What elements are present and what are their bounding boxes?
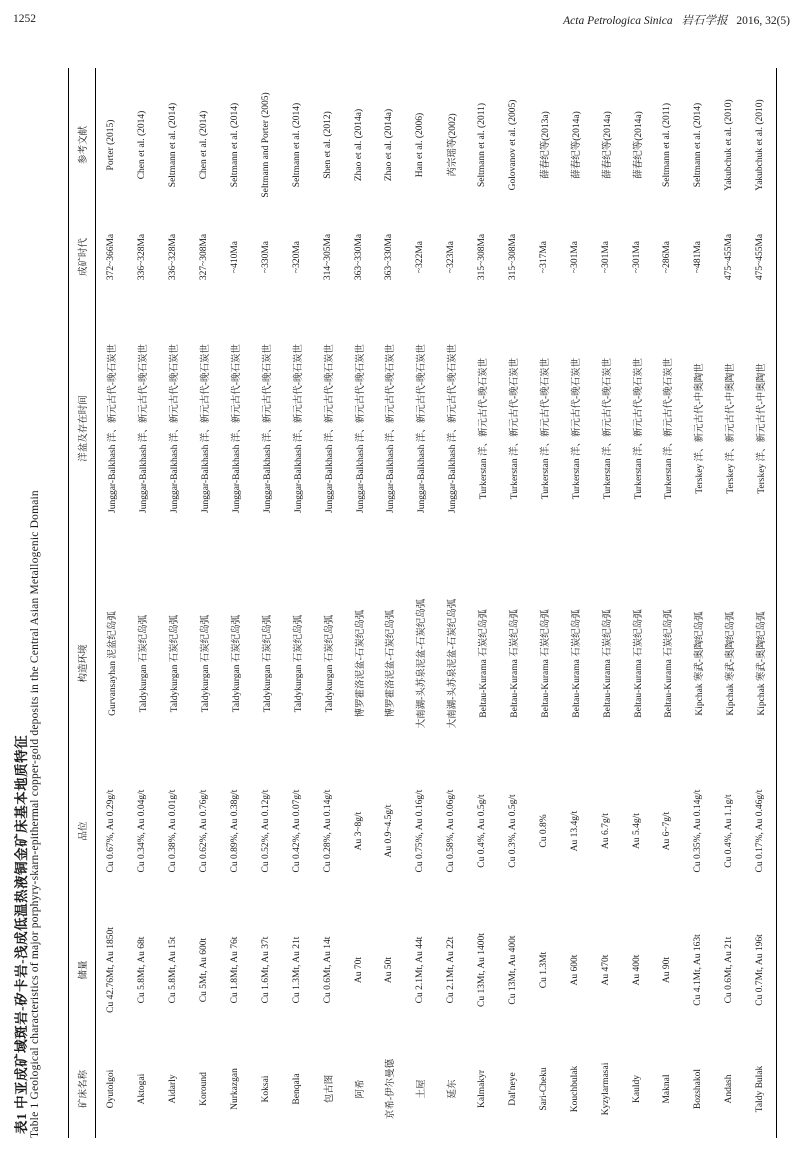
table-cell: Cu 0.8% [538, 814, 549, 848]
table-cell: 薛春纪等(2014a) [633, 111, 644, 179]
table-cell: Au 0.9~4.5g/t [384, 804, 395, 858]
table-cell: Seltmann and Porter (2005) [260, 92, 271, 198]
table-row [405, 68, 436, 1138]
table-cell: Junggar-Balkhash 洋、新元古代-晚石炭世 [262, 344, 273, 513]
table-cell: 314~305Ma [322, 233, 333, 281]
table-cell: 延东 [448, 1079, 459, 1099]
table-cell: Seltmann et al. (2014) [291, 102, 302, 188]
table-cell: Koround [199, 1072, 210, 1106]
column-header: 矿床名称 [69, 1040, 96, 1138]
table-cell: Cu 0.4%, Au 1.1g/t [724, 794, 735, 868]
table-cell: Seltmann et al. (2011) [662, 102, 673, 188]
table-cell: Yakubchuk et al. (2010) [755, 99, 766, 191]
table-cell: Cu 0.6Mt, Au 21t [724, 936, 735, 1004]
table-cell: Seltmann et al. (2014) [693, 102, 704, 188]
table-row [158, 68, 189, 1138]
table-cell: Kipchak 寒武-奥陶纪岛弧 [726, 611, 737, 716]
table-cell: Junggar-Balkhash 洋、新元古代-晚石炭世 [170, 344, 181, 513]
table-cell: Maknal [662, 1074, 673, 1104]
table-cell: Au 6.7g/t [600, 813, 611, 849]
table-row [559, 68, 590, 1138]
table-cell: Beltau-Kurama 石炭纪岛弧 [633, 609, 644, 718]
table-cell: Au 13.4g/t [569, 810, 580, 852]
table-cell: 薛春纪等(2014a) [571, 111, 582, 179]
table-cell: Au 70t [353, 956, 364, 984]
table-cell: Seltmann et al. (2014) [168, 102, 179, 188]
table-cell: Au 3~8g/t [353, 811, 364, 851]
table-cell: 阿希 [355, 1079, 366, 1099]
column-header: 洋盆及存在时间 [69, 292, 96, 565]
deposits-table [68, 68, 777, 1138]
table-row [189, 68, 220, 1138]
table-row [374, 68, 405, 1138]
table-cell: Junggar-Balkhash 洋、新元古代-晚石炭世 [324, 344, 335, 513]
journal-issue: 2016, 32(5) [736, 15, 790, 27]
table-row [590, 68, 621, 1138]
table-cell: Cu 0.34%, Au 0.04g/t [137, 789, 148, 873]
table-cell: 大南湖-头苏泉泥盆-石炭纪岛弧 [417, 598, 428, 729]
table-cell: ~301Ma [600, 240, 611, 274]
table-cell: ~301Ma [631, 240, 642, 274]
table-header-row [69, 68, 96, 1138]
table-cell: Junggar-Balkhash 洋、新元古代-晚石炭世 [293, 344, 304, 513]
table-row [250, 68, 281, 1138]
table-cell: 336~328Ma [137, 233, 148, 281]
table-cell: Cu 0.7Mt, Au 196t [755, 934, 766, 1006]
table-cell: 薛春纪等(2013a) [540, 111, 551, 179]
table-cell: ~323Ma [446, 240, 457, 274]
journal-name-latin: Acta Petrologica Sinica [563, 15, 673, 27]
table-cell: Junggar-Balkhash 洋、新元古代-晚石炭世 [108, 344, 119, 513]
table-cell: ~322Ma [415, 240, 426, 274]
table-cell: 博罗霍洛泥盆-石炭纪岛弧 [355, 609, 366, 718]
table-cell: Cu 4.1Mt, Au 163t [693, 934, 704, 1006]
table-cell: Oyutolgoi [106, 1069, 117, 1109]
table-cell: Cu 0.38%, Au 0.01g/t [168, 789, 179, 873]
table-cell: 372~366Ma [106, 233, 117, 281]
table-row [96, 68, 127, 1138]
table-cell: Sari-Cheku [538, 1067, 549, 1111]
table-cell: Au 5.4g/t [631, 813, 642, 849]
column-header: 构造环境 [69, 565, 96, 762]
column-header: 参考文献 [69, 68, 96, 222]
table-cell: Turkerstan 洋、新元古代-晚石炭世 [602, 357, 613, 500]
table-cell: Cu 5.8Mt, Au 68t [137, 936, 148, 1004]
column-header: 成矿时代 [69, 222, 96, 292]
table-cell: Terskey 洋、新元古代-中奥陶世 [695, 363, 706, 494]
table-cell: Cu 0.3%, Au 0.5g/t [508, 794, 519, 868]
table-cell: Beltau-Kurama 石炭纪岛弧 [571, 609, 582, 718]
table-cell: Au 470t [600, 954, 611, 986]
table-cell: Cu 42.76Mt, Au 1850t [106, 927, 117, 1013]
table-cell: Cu 0.62%, Au 0.76g/t [199, 789, 210, 873]
rotated-table-block [10, 57, 780, 1138]
table-cell: Cu 2.1Mt, Au 44t [415, 936, 426, 1004]
table-cell: Dal'neye [508, 1072, 519, 1106]
table-cell: 475~455Ma [724, 233, 735, 281]
table-cell: Cu 1.3Mt [538, 951, 549, 989]
table-row [528, 68, 559, 1138]
table-cell: Cu 2.1Mt, Au 22t [446, 936, 457, 1004]
table-cell: 315~308Ma [477, 233, 488, 281]
table-cell: 薛春纪等(2014a) [602, 111, 613, 179]
journal-name-cjk: 岩石学报 [681, 15, 728, 27]
table-cell: Turkerstan 洋、新元古代-晚石炭世 [571, 357, 582, 500]
table-cell: Taldykurgan 石炭纪岛弧 [232, 614, 242, 713]
table-cell: Cu 13Mt, Au 1400t [477, 933, 488, 1007]
table-cell: Shen et al. (2012) [322, 111, 333, 179]
table-cell: 大南湖-头苏泉泥盆-石炭纪岛弧 [448, 598, 459, 729]
table-cell: Aidarly [168, 1074, 179, 1104]
table-cell: ~301Ma [569, 240, 580, 274]
table-cell: 363~330Ma [353, 233, 364, 281]
table-row [312, 68, 343, 1138]
table-cell: Terskey 洋、新元古代-中奥陶世 [757, 363, 768, 494]
table-cell: Turkerstan 洋、新元古代-晚石炭世 [664, 357, 675, 500]
table-cell: Cu 0.4%, Au 0.5g/t [477, 794, 488, 868]
table-cell: Beltau-Kurama 石炭纪岛弧 [602, 609, 613, 718]
table-cell: Cu 1.8Mt, Au 76t [230, 936, 240, 1004]
table-cell: 京希-伊尔曼德 [386, 1058, 397, 1120]
table-cell: Taldykurgan 石炭纪岛弧 [201, 614, 212, 713]
table-cell: Aktogai [137, 1073, 148, 1105]
table-cell: Cu 5.8Mt, Au 15t [168, 936, 179, 1004]
table-cell: ~330Ma [260, 240, 271, 274]
table-cell: Bozshakol [693, 1068, 704, 1110]
table-cell: ~317Ma [538, 240, 549, 274]
table-cell: Kouchbulak [569, 1065, 580, 1113]
table-cell: Beltau-Kurama 石炭纪岛弧 [510, 609, 521, 718]
table-cell: Cu 0.75%, Au 0.16g/t [415, 789, 426, 873]
column-header: 储量 [69, 900, 96, 1040]
table-cell: Junggar-Balkhash 洋、新元古代-晚石炭世 [201, 344, 212, 513]
table-cell: Kyzylarmasai [600, 1062, 611, 1116]
table-row [714, 68, 745, 1138]
table-cell: 475~455Ma [755, 233, 766, 281]
table-cell: 芮宗瑶等(2002) [448, 113, 459, 177]
table-cell: Kalmakyr [477, 1070, 488, 1108]
table-cell: Cu 0.89%, Au 0.38g/t [230, 789, 240, 873]
table-cell: Chen et al. (2014) [137, 110, 148, 180]
table-cell: Turkerstan 洋、新元古代-晚石炭世 [479, 357, 490, 500]
table-cell: 包古图 [324, 1074, 335, 1104]
table-cell: Koksai [260, 1075, 271, 1103]
table-cell: Taldykurgan 石炭纪岛弧 [262, 614, 273, 713]
table-cell: Cu 0.35%, Au 0.14g/t [693, 789, 704, 873]
table-cell: Seltmann et al. (2014) [230, 102, 240, 188]
table-cell: 336~328Ma [168, 233, 179, 281]
table-cell: Cu 13Mt, Au 400t [508, 935, 519, 1005]
table-cell: Junggar-Balkhash 洋、新元古代-晚石炭世 [355, 344, 366, 513]
table-cell: Cu 1.3Mt, Au 21t [291, 936, 302, 1004]
table-cell: 博罗霍洛泥盆-石炭纪岛弧 [386, 609, 397, 718]
table-cell: Junggar-Balkhash 洋、新元古代-晚石炭世 [448, 344, 459, 513]
table-cell: Taldykurgan 石炭纪岛弧 [293, 614, 304, 713]
table-cell: Chen et al. (2014) [199, 110, 210, 180]
table-cell: Beltau-Kurama 石炭纪岛弧 [479, 609, 490, 718]
table-row [281, 68, 312, 1138]
table-cell: ~320Ma [291, 240, 302, 274]
table-row [343, 68, 374, 1138]
table-cell: Beltau-Kurama 石炭纪岛弧 [664, 609, 675, 718]
table-cell: Kipchak 寒武-奥陶纪岛弧 [757, 611, 768, 716]
table-cell: Junggar-Balkhash 洋、新元古代-晚石炭世 [386, 344, 397, 513]
table-cell: Au 90t [662, 956, 673, 984]
table-cell: Turkerstan 洋、新元古代-晚石炭世 [540, 357, 551, 500]
table-cell: Cu 0.67%, Au 0.29g/t [106, 789, 117, 873]
table-title-zh: 表1 中亚成矿域斑岩-矽卡岩-浅成低温热液铜金矿床基本地质特征 [14, 734, 29, 1134]
table-title-en: Table 1 Geological characteristics of major porphyry-skarn-epithermal copper-gold deposits in the Central Asian Metallogenic Domain [29, 490, 41, 1138]
table-row [621, 68, 652, 1138]
table-cell: Taldy Bulak [755, 1065, 766, 1113]
table-cell: Cu 0.17%, Au 0.46g/t [755, 789, 766, 873]
table-cell: Taldykurgan 石炭纪岛弧 [170, 614, 181, 713]
table-cell: Kipchak 寒武-奥陶纪岛弧 [695, 611, 706, 716]
table-row [127, 68, 158, 1138]
table-row [745, 68, 776, 1138]
table-cell: Seltmann et al. (2011) [477, 102, 488, 188]
table-cell: Taldykurgan 石炭纪岛弧 [139, 614, 150, 713]
table-cell: Cu 1.6Mt, Au 37t [260, 936, 271, 1004]
table-cell: Terskey 洋、新元古代-中奥陶世 [726, 363, 737, 494]
table-cell: Golovanov et al. (2005) [508, 99, 519, 191]
table-cell: Zhao et al. (2014a) [353, 108, 364, 182]
table-cell: 327~308Ma [199, 233, 210, 281]
table-cell: Cu 0.6Mt, Au 14t [322, 936, 333, 1004]
table-cell: Gurvansayhan 泥盆纪岛弧 [108, 611, 119, 716]
table-cell: Cu 0.42%, Au 0.07g/t [291, 789, 302, 873]
table-cell: 土屋 [417, 1079, 428, 1099]
table-cell: Beltau-Kurama 石炭纪岛弧 [540, 609, 551, 718]
table-cell: 315~308Ma [508, 233, 519, 281]
table-cell: Turkerstan 洋、新元古代-晚石炭世 [633, 357, 644, 500]
table-cell: Cu 5Mt, Au 600t [199, 937, 210, 1003]
table-cell: Au 600t [569, 954, 580, 986]
table-cell: Au 6~7g/t [662, 811, 673, 851]
table-cell: Turkerstan 洋、新元古代-晚石炭世 [510, 357, 521, 500]
table-cell: Cu 0.28%, Au 0.14g/t [322, 789, 333, 873]
table-row [683, 68, 714, 1138]
table-cell: Zhao et al. (2014a) [384, 108, 395, 182]
table-cell: 363~330Ma [384, 233, 395, 281]
page-number: 1252 [13, 13, 36, 25]
table-row [436, 68, 467, 1138]
table-cell: ~410Ma [230, 240, 240, 274]
table-cell: ~286Ma [662, 240, 673, 274]
table-cell: ~481Ma [693, 240, 704, 274]
table-cell: Junggar-Balkhash 洋、新元古代-晚石炭世 [232, 344, 242, 513]
table-row [467, 68, 498, 1138]
column-header: 品位 [69, 762, 96, 900]
table-cell: Cu 0.52%, Au 0.12g/t [260, 789, 271, 873]
table-cell: Han et al. (2006) [415, 112, 426, 178]
table-cell: Au 50t [384, 956, 395, 984]
journal-header [563, 12, 790, 28]
table-cell: Benqala [291, 1073, 302, 1105]
table-cell: Taldykurgan 石炭纪岛弧 [324, 614, 335, 713]
table-cell: Cu 0.58%, Au 0.06g/t [446, 789, 457, 873]
table-cell: Junggar-Balkhash 洋、新元古代-晚石炭世 [417, 344, 428, 513]
table-row [498, 68, 529, 1138]
table-row [652, 68, 683, 1138]
table-cell: Yakubchuk et al. (2010) [724, 99, 735, 191]
table-cell: Porter (2015) [106, 119, 117, 171]
table-cell: Andash [724, 1074, 735, 1104]
table-row [220, 68, 251, 1138]
table-cell: Kauldy [631, 1075, 642, 1103]
table-cell: Nurkazgan [230, 1068, 240, 1110]
table-cell: Junggar-Balkhash 洋、新元古代-晚石炭世 [139, 344, 150, 513]
table-cell: Au 400t [631, 954, 642, 986]
